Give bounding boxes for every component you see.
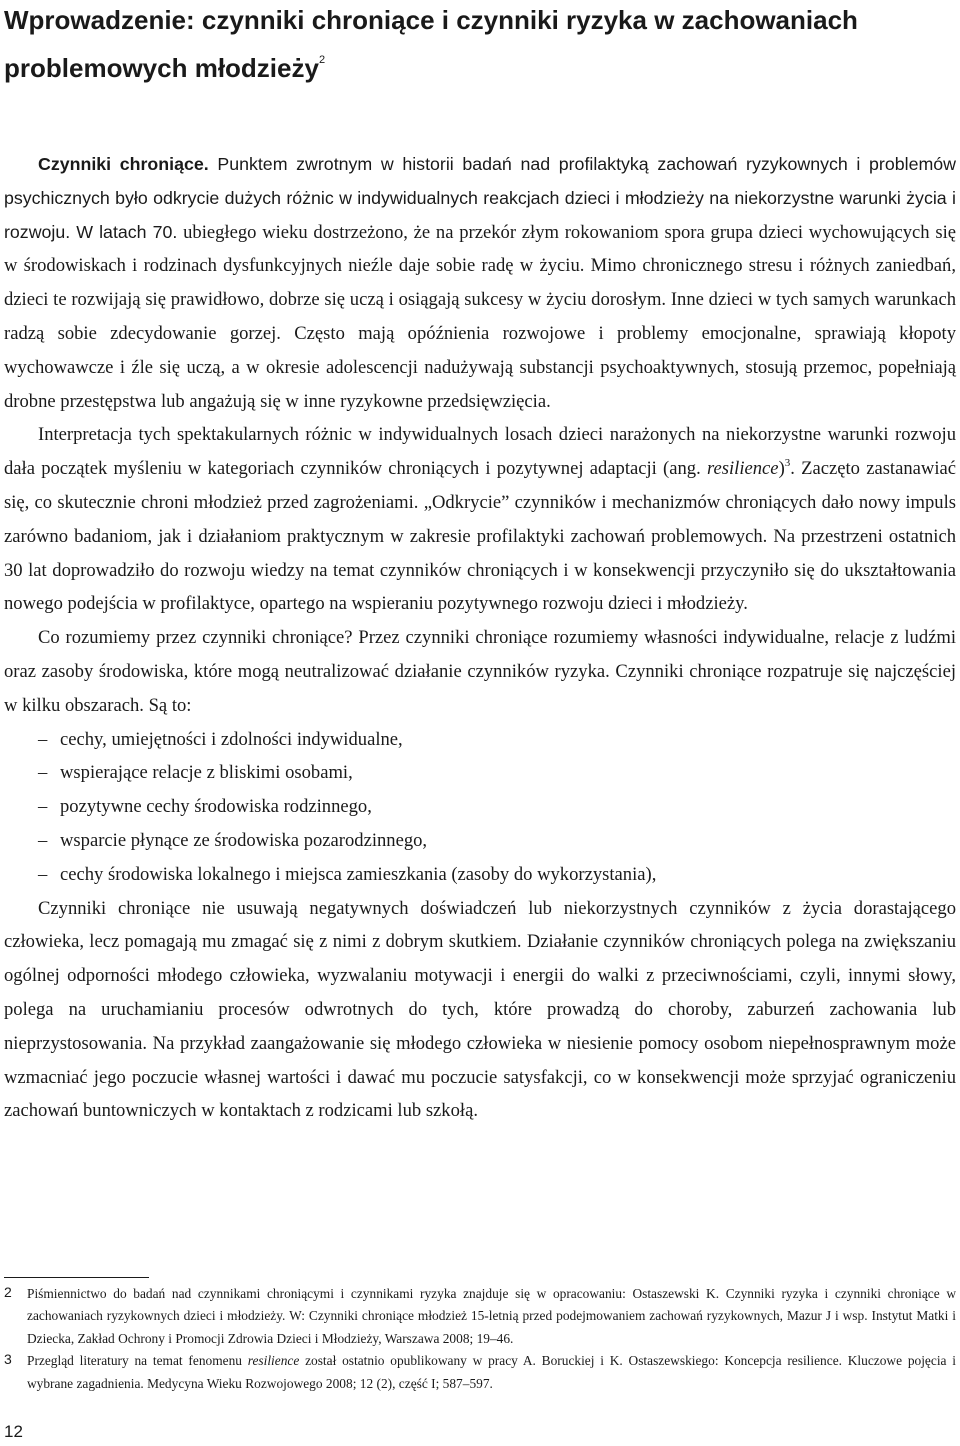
list-item <box>38 858 956 892</box>
footnote-text: Piśmiennictwo do badań nad czynnikami chroniącymi i czynnikami ryzyka znajduje się w opracowaniu: Ostaszewski K. Czynniki ryzyka i czynniki chroniące w zachowaniach ryzykownych dzieci i młodzieży. W: Czynniki chroniące młodzież 15-letnią przed podejmowaniem zachowań ryzykownych, Mazur J i wsp. Instytut Matki i Dziecka, Zakład Ochrony i Promocji Zdrowia Dzieci i Młodzieży, Warszawa 2008; 19–46. <box>27 1286 956 1346</box>
footnote-text-b: został ostatnio opublikowany w pracy A. Boruckiej i K. Ostaszewskiego: Koncepcja resilience. Kluczowe pojęcia i wybrane zagadnienia. Medycyna Wieku Rozwojowego 2008; 12 (2), część I; 587–597. <box>27 1353 956 1391</box>
footnote-ref-3: 3 <box>784 457 791 470</box>
footnotes <box>4 1283 956 1395</box>
paragraph-3: Co rozumiemy przez czynniki chroniące? Przez czynniki chroniące rozumiemy własności indywidualne, relacje z ludźmi oraz zasoby środowiska, które mogą neutralizować działanie czynników ryzyka. Czynniki chroniące rozpatruje się najczęściej w kilku obszarach. Są to: <box>4 627 956 716</box>
paragraph-1 <box>4 148 956 418</box>
dash-marker: – <box>38 829 48 851</box>
list-item <box>38 790 956 824</box>
list-item <box>38 824 956 858</box>
dash-marker: – <box>38 796 48 818</box>
paragraph-2-a: Interpretacja tych spektakularnych różnic w indywidualnych losach dzieci narażonych na niekorzystne warunki rozwoju dała początek myśleniu w kategoriach czynników chroniących i pozytywnej adaptacji (ang. <box>4 424 956 480</box>
page-title <box>4 0 954 88</box>
protective-factors-list <box>4 723 956 892</box>
list-item <box>38 723 956 757</box>
title-footnote-ref: 2 <box>318 54 326 66</box>
paragraph-2 <box>4 418 956 621</box>
footnote-number: 3 <box>4 1351 12 1368</box>
term-resilience: resilience <box>706 458 779 480</box>
body-text <box>4 148 956 1128</box>
list-item-text: cechy środowiska lokalnego i miejsca zamieszkania (zasoby do wykorzystania), <box>60 863 657 885</box>
footnote-text-a: Przegląd literatury na temat fenomenu <box>27 1353 248 1369</box>
paragraph-1-sans: Punktem zwrotnym w historii badań nad profilaktyką zachowań ryzykownych i problemów psychicznych było odkrycie dużych różnic w indywidualnych reakcjach dzieci i młodzieży na niekorzystne warunki życia i rozwoju. W latach 70. <box>4 154 956 242</box>
paragraph-2-b: . Zaczęto zastanawiać się, co skutecznie chroni młodzież przed zagrożeniami. „Odkrycie” czynników i mechanizmów chroniących dało nowy impuls zarówno badaniom, jak i działaniom praktycznym w zakresie profilaktyki zachowań problemowych. Na przestrzeni ostatnich 30 lat doprowadziło do rozwoju wiedzy na temat czynników chroniących i w konsekwencji przyczyniło się do ukształtowania nowego podejścia w profilaktyce, opartego na wspieraniu pozytywnego rozwoju dzieci i młodzieży. <box>4 458 957 615</box>
paragraph-1-serif: ubiegłego wieku dostrzeżono, że na przekór złym rokowaniom spora grupa dzieci wychowujących się w środowiskach i rodzinach dysfunkcyjnych nieźle daje sobie radę w życiu. Mimo chronicznego stresu i różnych zaniedbań, dzieci te rozwijają się prawidłowo, dobrze się uczą i osiągają sukcesy w życiu dorosłym. Inne dzieci w tych samych warunkach radzą sobie zdecydowanie gorzej. Często mają opóźnienia rozwojowe i problemy emocjonalne, sprawiają kłopoty wychowawcze i źle się uczą, a w okresie adolescencji nadużywają substancji psychoaktywnych, stosują przemoc, popełniają drobne przestępstwa lub angażują się w inne ryzykowne przedsięwzięcia. <box>4 221 956 412</box>
title-text: Wprowadzenie: czynniki chroniące i czynniki ryzyka w zachowaniach problemowych młodzieży <box>4 5 858 83</box>
page-number: 12 <box>4 1422 23 1441</box>
list-item-text: cechy, umiejętności i zdolności indywidualne, <box>60 728 403 750</box>
section-lead: Czynniki chroniące. <box>38 154 209 174</box>
dash-marker: – <box>38 863 48 885</box>
paragraph-4: Czynniki chroniące nie usuwają negatywnych doświadczeń lub niekorzystnych czynników z życia dorastającego człowieka, lecz pomagają mu zmagać się z nimi z dobrym skutkiem. Działanie czynników chroniących polega na zwiększaniu ogólnej odporności młodego człowieka, wyzwalaniu motywacji i energii do walki z przeciwnościami, czyli, innymi słowy, polega na uruchamianiu procesów odwrotnych do tych, które prowadzą do choroby, zaburzeń zachowania lub nieprzystosowania. Na przykład zaangażowanie się młodego człowieka w niesienie pomocy osobom niepełnosprawnym może wzmacniać jego poczucie własnej wartości i dawać mu poczucie satysfakcji, co w konsekwencji może sprzyjać ograniczeniu zachowań buntowniczych w kontaktach z rodzicami lub szkołą. <box>4 897 956 1122</box>
list-item-text: pozytywne cechy środowiska rodzinnego, <box>60 796 372 818</box>
footnote-3 <box>4 1350 956 1395</box>
dash-marker: – <box>38 762 48 784</box>
list-item <box>38 756 956 790</box>
footnote-2 <box>4 1283 956 1350</box>
footnote-term: resilience <box>247 1353 300 1369</box>
dash-marker: – <box>38 728 48 750</box>
list-item-text: wspierające relacje z bliskimi osobami, <box>60 762 353 784</box>
footnote-separator <box>4 1277 149 1278</box>
footnote-number: 2 <box>4 1284 12 1300</box>
paragraph-2-paren: ) <box>778 458 785 480</box>
list-item-text: wsparcie płynące ze środowiska pozarodzinnego, <box>60 829 428 851</box>
